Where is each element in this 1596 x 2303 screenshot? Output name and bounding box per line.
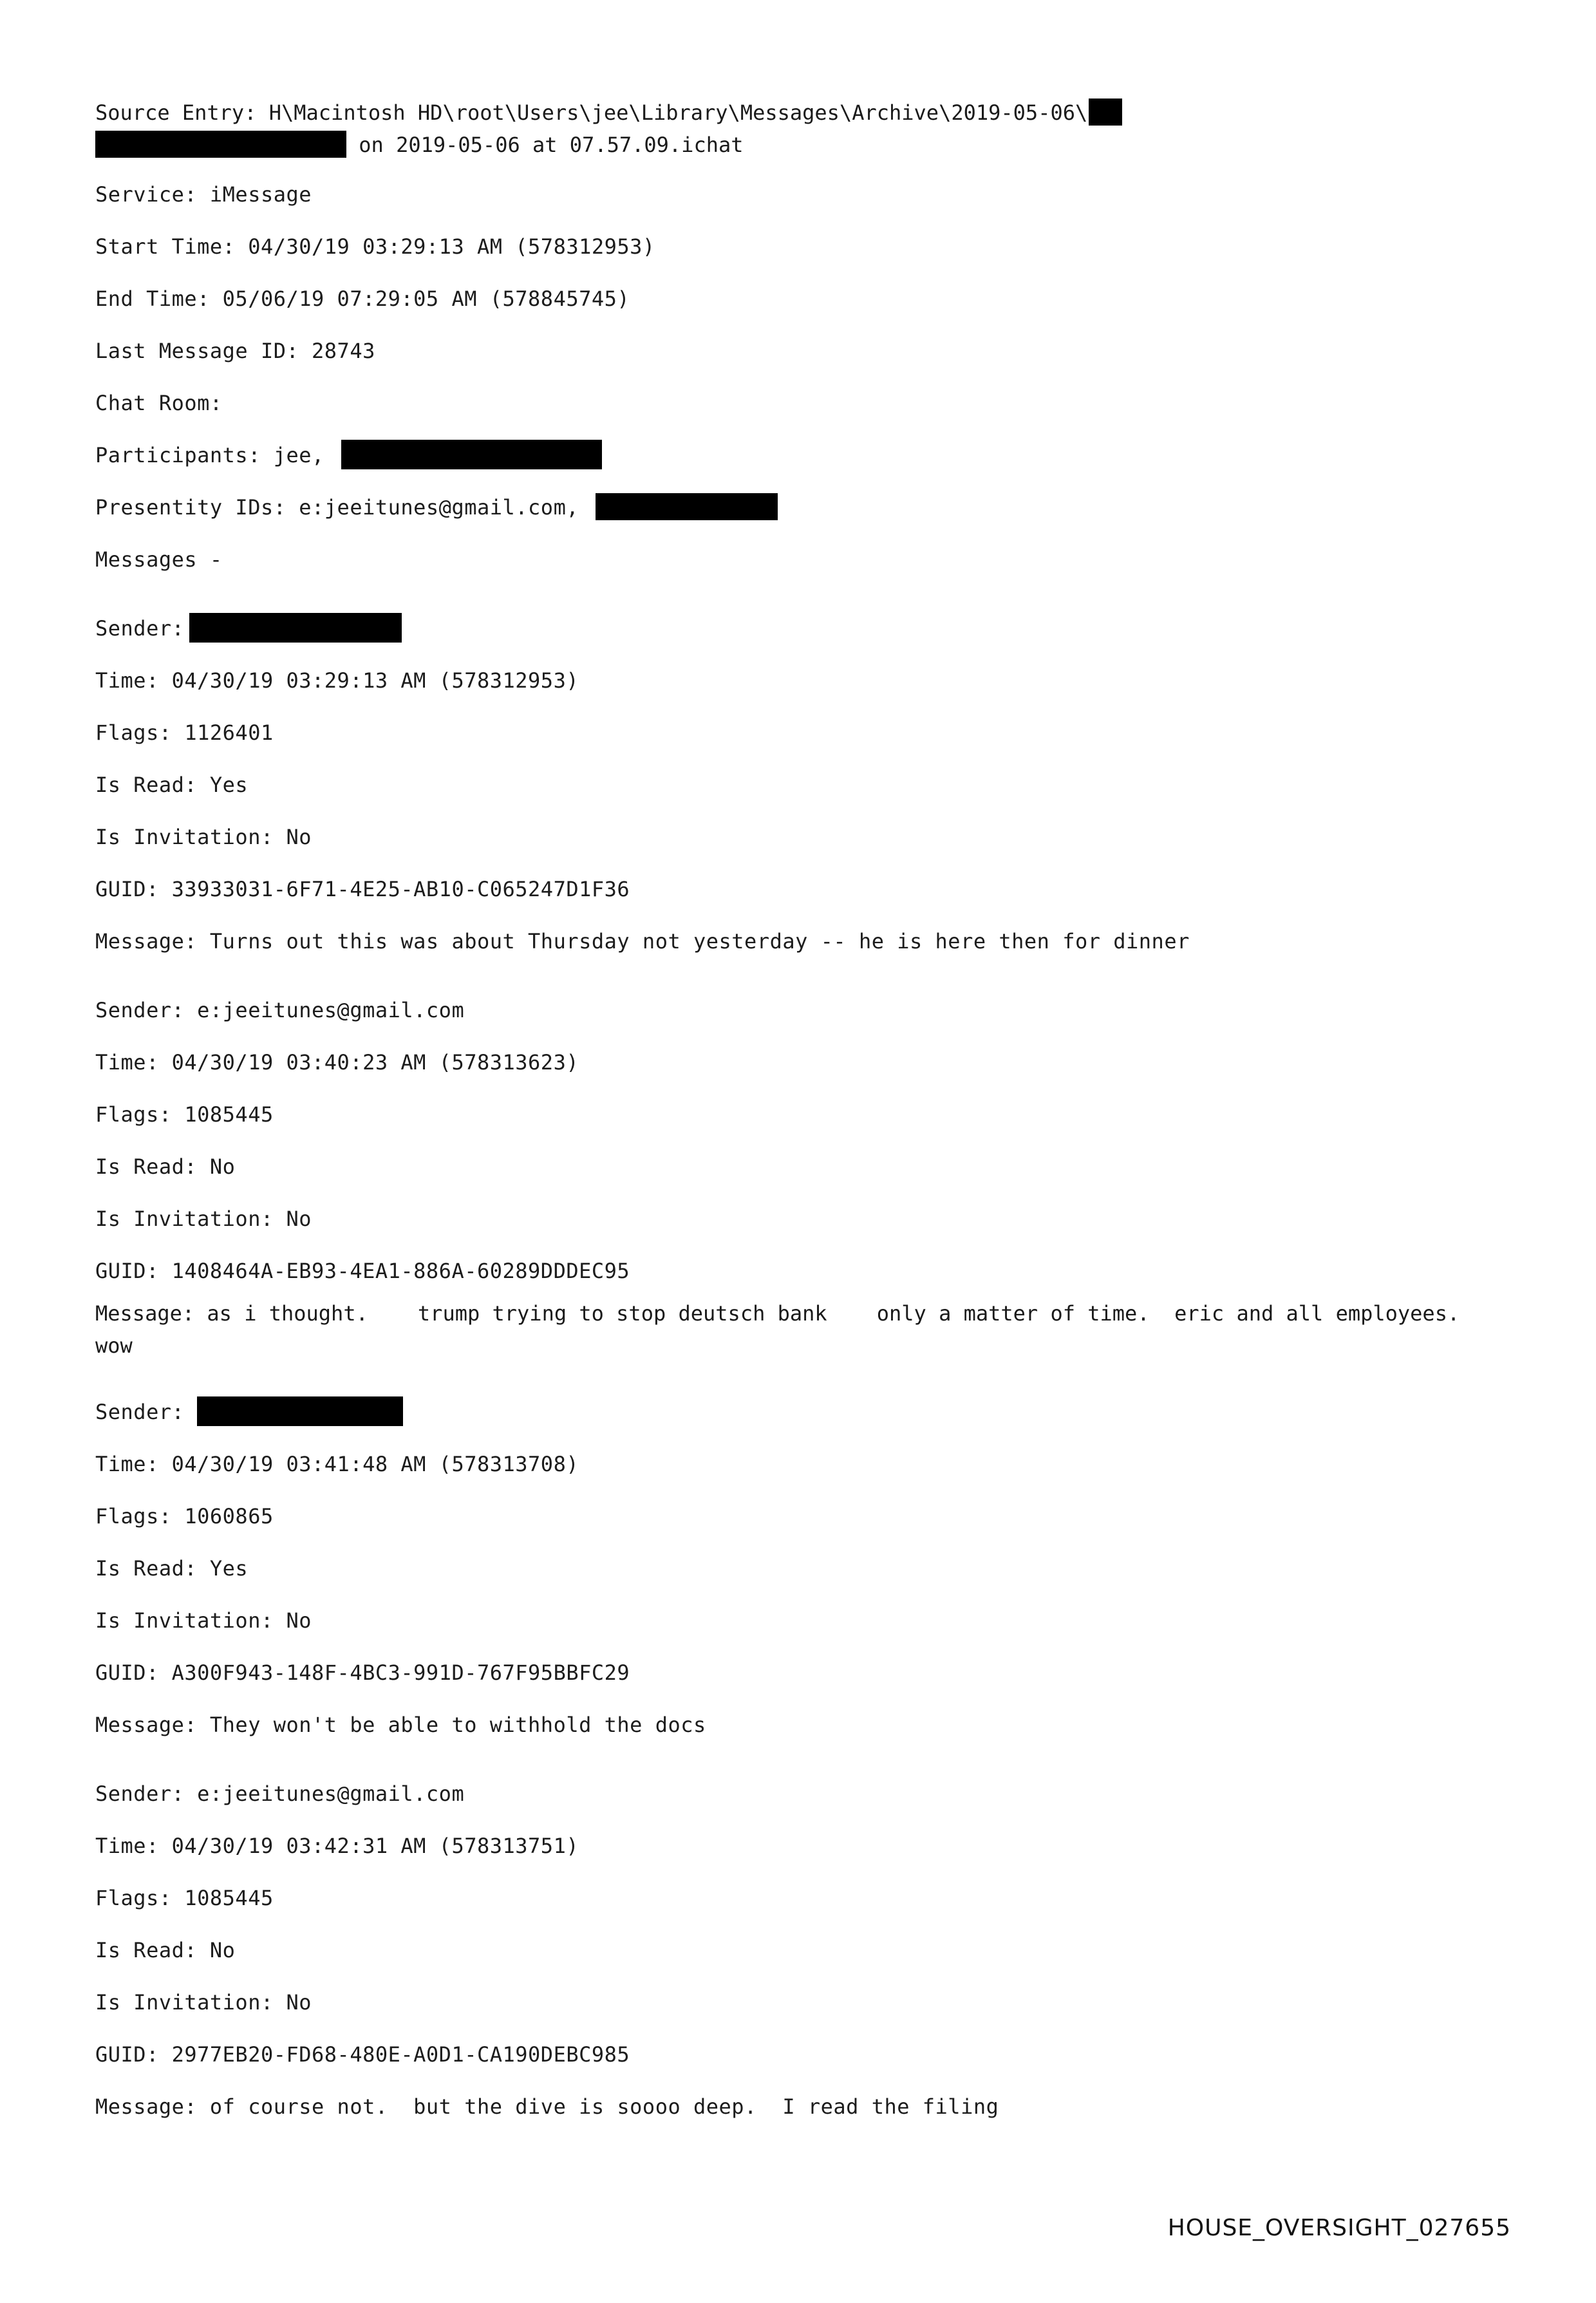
flags-line: Flags: 1085445	[95, 1886, 274, 1910]
last-message-id-line: Last Message ID: 28743	[95, 339, 375, 363]
is-invitation-line: Is Invitation: No	[95, 1990, 312, 2015]
sender-line: Sender: e:jeeitunes@gmail.com	[95, 998, 465, 1022]
document-body	[95, 97, 1499, 2133]
end-time-line: End Time: 05/06/19 07:29:05 AM (578845745)	[95, 287, 630, 311]
is-read-line: Is Read: Yes	[95, 773, 249, 797]
messages-header: Messages -	[95, 547, 223, 572]
redaction-box	[95, 131, 346, 158]
is-read-line: Is Read: No	[95, 1938, 236, 1962]
service-line: Service: iMessage	[95, 182, 312, 207]
flags-line: Flags: 1126401	[95, 720, 274, 745]
participants-label: Participants: jee,	[95, 443, 337, 467]
sender-label: Sender:	[95, 616, 185, 641]
is-invitation-line: Is Invitation: No	[95, 825, 312, 849]
source-entry-suffix: on 2019-05-06 at 07.57.09.ichat	[346, 133, 744, 157]
source-entry-label: Source Entry:	[95, 100, 269, 125]
guid-line: GUID: 1408464A-EB93-4EA1-886A-60289DDDEC95	[95, 1259, 630, 1283]
message-entry	[95, 1768, 1499, 2133]
guid-line: GUID: A300F943-148F-4BC3-991D-767F95BBFC29	[95, 1660, 630, 1685]
presentity-ids-line	[95, 482, 1499, 534]
message-entry	[95, 984, 1499, 1362]
message-entry	[95, 603, 1499, 968]
redaction-box	[1089, 99, 1122, 126]
sender-line	[95, 1386, 1499, 1438]
bates-stamp: HOUSE_OVERSIGHT_027655	[1167, 2215, 1511, 2241]
redaction-box	[596, 493, 778, 520]
time-line: Time: 04/30/19 03:42:31 AM (578313751)	[95, 1834, 579, 1858]
sender-label: Sender:	[95, 1400, 185, 1424]
time-line: Time: 04/30/19 03:40:23 AM (578313623)	[95, 1050, 579, 1075]
flags-line: Flags: 1085445	[95, 1102, 274, 1127]
participants-line	[95, 429, 1499, 482]
redaction-box	[197, 1396, 403, 1426]
guid-line: GUID: 2977EB20-FD68-480E-A0D1-CA190DEBC985	[95, 2042, 630, 2067]
time-line: Time: 04/30/19 03:29:13 AM (578312953)	[95, 668, 579, 693]
start-time-line: Start Time: 04/30/19 03:29:13 AM (578312953)	[95, 234, 655, 259]
sender-line	[95, 603, 1499, 655]
source-entry-path: H\Macintosh HD\root\Users\jee\Library\Messages\Archive\2019-05-06\	[268, 100, 1088, 125]
source-entry-line	[95, 97, 1499, 161]
sender-line: Sender: e:jeeitunes@gmail.com	[95, 1781, 465, 1806]
message-text: Message: Turns out this was about Thursday not yesterday -- he is here then for dinner	[95, 929, 1190, 954]
message-text: Message: as i thought. trump trying to stop deutsch bank only a matter of time. eric and all employees. wow	[95, 1301, 1497, 1358]
redaction-box	[189, 613, 402, 643]
presentity-label: Presentity IDs: e:jeeitunes@gmail.com,	[95, 495, 592, 520]
redaction-box	[341, 440, 602, 469]
is-read-line: Is Read: No	[95, 1154, 236, 1179]
is-read-line: Is Read: Yes	[95, 1556, 249, 1581]
message-text: Message: of course not. but the dive is soooo deep. I read the filing	[95, 2094, 999, 2119]
is-invitation-line: Is Invitation: No	[95, 1207, 312, 1231]
guid-line: GUID: 33933031-6F71-4E25-AB10-C065247D1F36	[95, 877, 630, 901]
is-invitation-line: Is Invitation: No	[95, 1608, 312, 1633]
message-entry	[95, 1386, 1499, 1751]
time-line: Time: 04/30/19 03:41:48 AM (578313708)	[95, 1452, 579, 1476]
chat-room-line: Chat Room:	[95, 391, 223, 415]
message-text: Message: They won't be able to withhold the docs	[95, 1713, 706, 1737]
flags-line: Flags: 1060865	[95, 1504, 274, 1528]
